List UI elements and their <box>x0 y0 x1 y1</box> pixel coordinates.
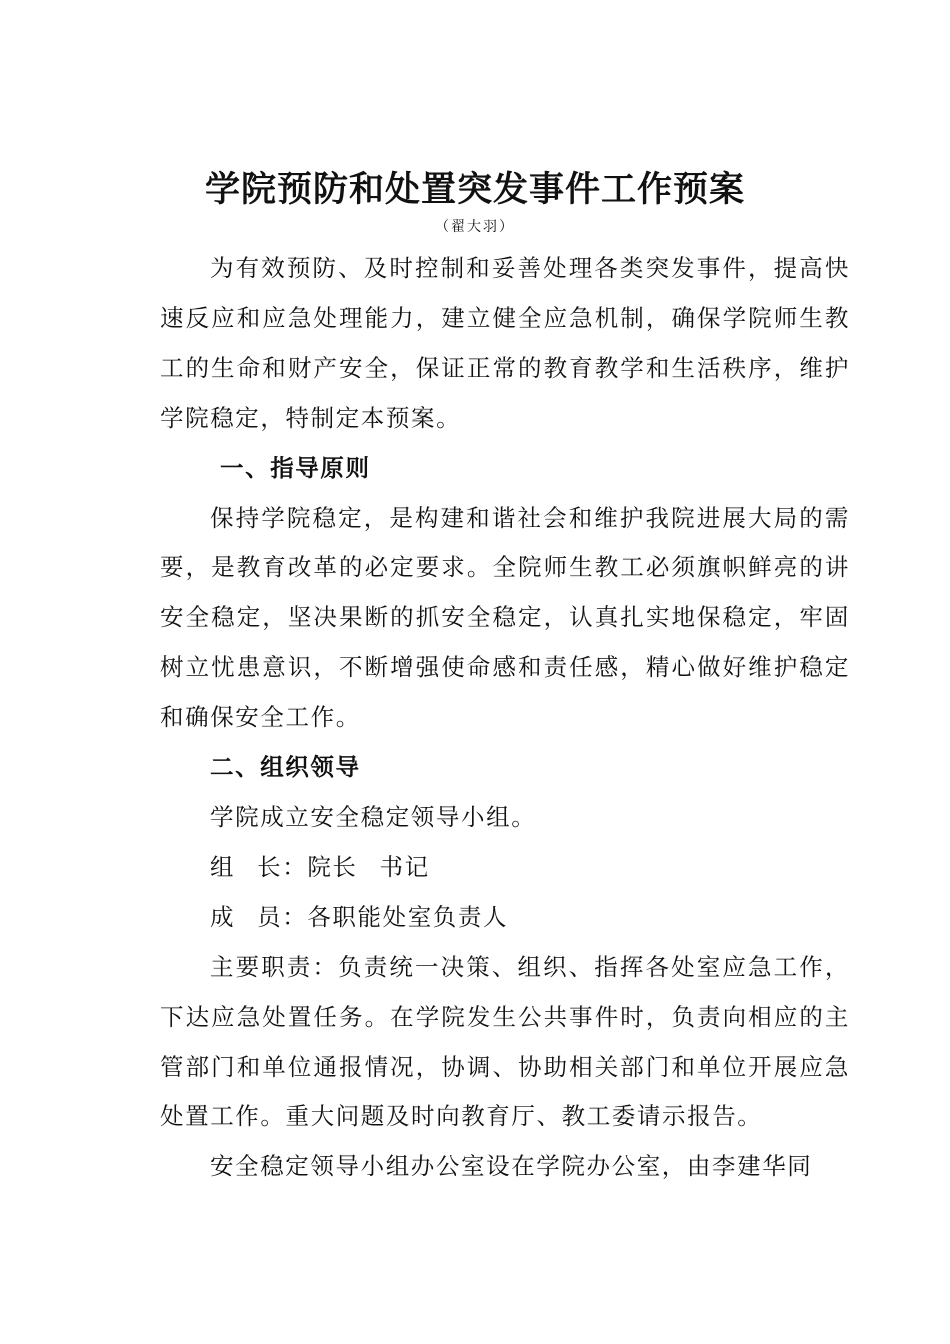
member-line <box>160 893 850 943</box>
office-paragraph: 安全稳定领导小组办公室设在学院办公室，由李建华同 <box>210 1152 813 1181</box>
section-2-line-1: 学院成立安全稳定领导小组。 <box>210 802 537 831</box>
leader-label-a: 组 <box>210 852 236 881</box>
member-value: 各职能处室负责人 <box>307 902 509 931</box>
section-1-heading: 一、指导原则 <box>220 453 371 482</box>
duties-paragraph: 主要职责：负责统一决策、组织、指挥各处室应急工作，下达应急处置任务。在学院发生公共事件时，负责向相应的主管部门和单位通报情况，协调、协助相关部门和单位开展应急处置工作。重大问题及时向教育厅、教工委请示报告。 <box>160 952 850 1131</box>
member-label-a: 成 <box>210 902 236 931</box>
document-author: （翟大羽） <box>435 219 515 235</box>
leader-label-b: 长： <box>257 852 308 881</box>
intro-paragraph: 为有效预防、及时控制和妥善处理各类突发事件，提高快速反应和应急处理能力，建立健全应急机制，确保学院师生教工的生命和财产安全，保证正常的教育教学和生活秩序，维护学院稳定，特制定本预案。 <box>160 254 850 432</box>
leader-value-b: 书记 <box>379 852 430 881</box>
leader-value-a: 院长 <box>307 852 358 881</box>
member-label-b: 员： <box>257 902 308 931</box>
document-title: 学院预防和处置突发事件工作预案 <box>204 169 745 210</box>
section-2-heading: 二、组织领导 <box>210 753 361 782</box>
document-body <box>160 244 850 1192</box>
leader-line <box>160 843 850 893</box>
section-1-paragraph: 保持学院稳定，是构建和谐社会和维护我院进展大局的需要，是教育改革的必定要求。全院师生教工必须旗帜鲜亮的讲安全稳定，坚决果断的抓安全稳定，认真扎实地保稳定，牢固树立忧患意识，不断增强使命感和责任感，精心做好维护稳定和确保安全工作。 <box>160 503 850 732</box>
